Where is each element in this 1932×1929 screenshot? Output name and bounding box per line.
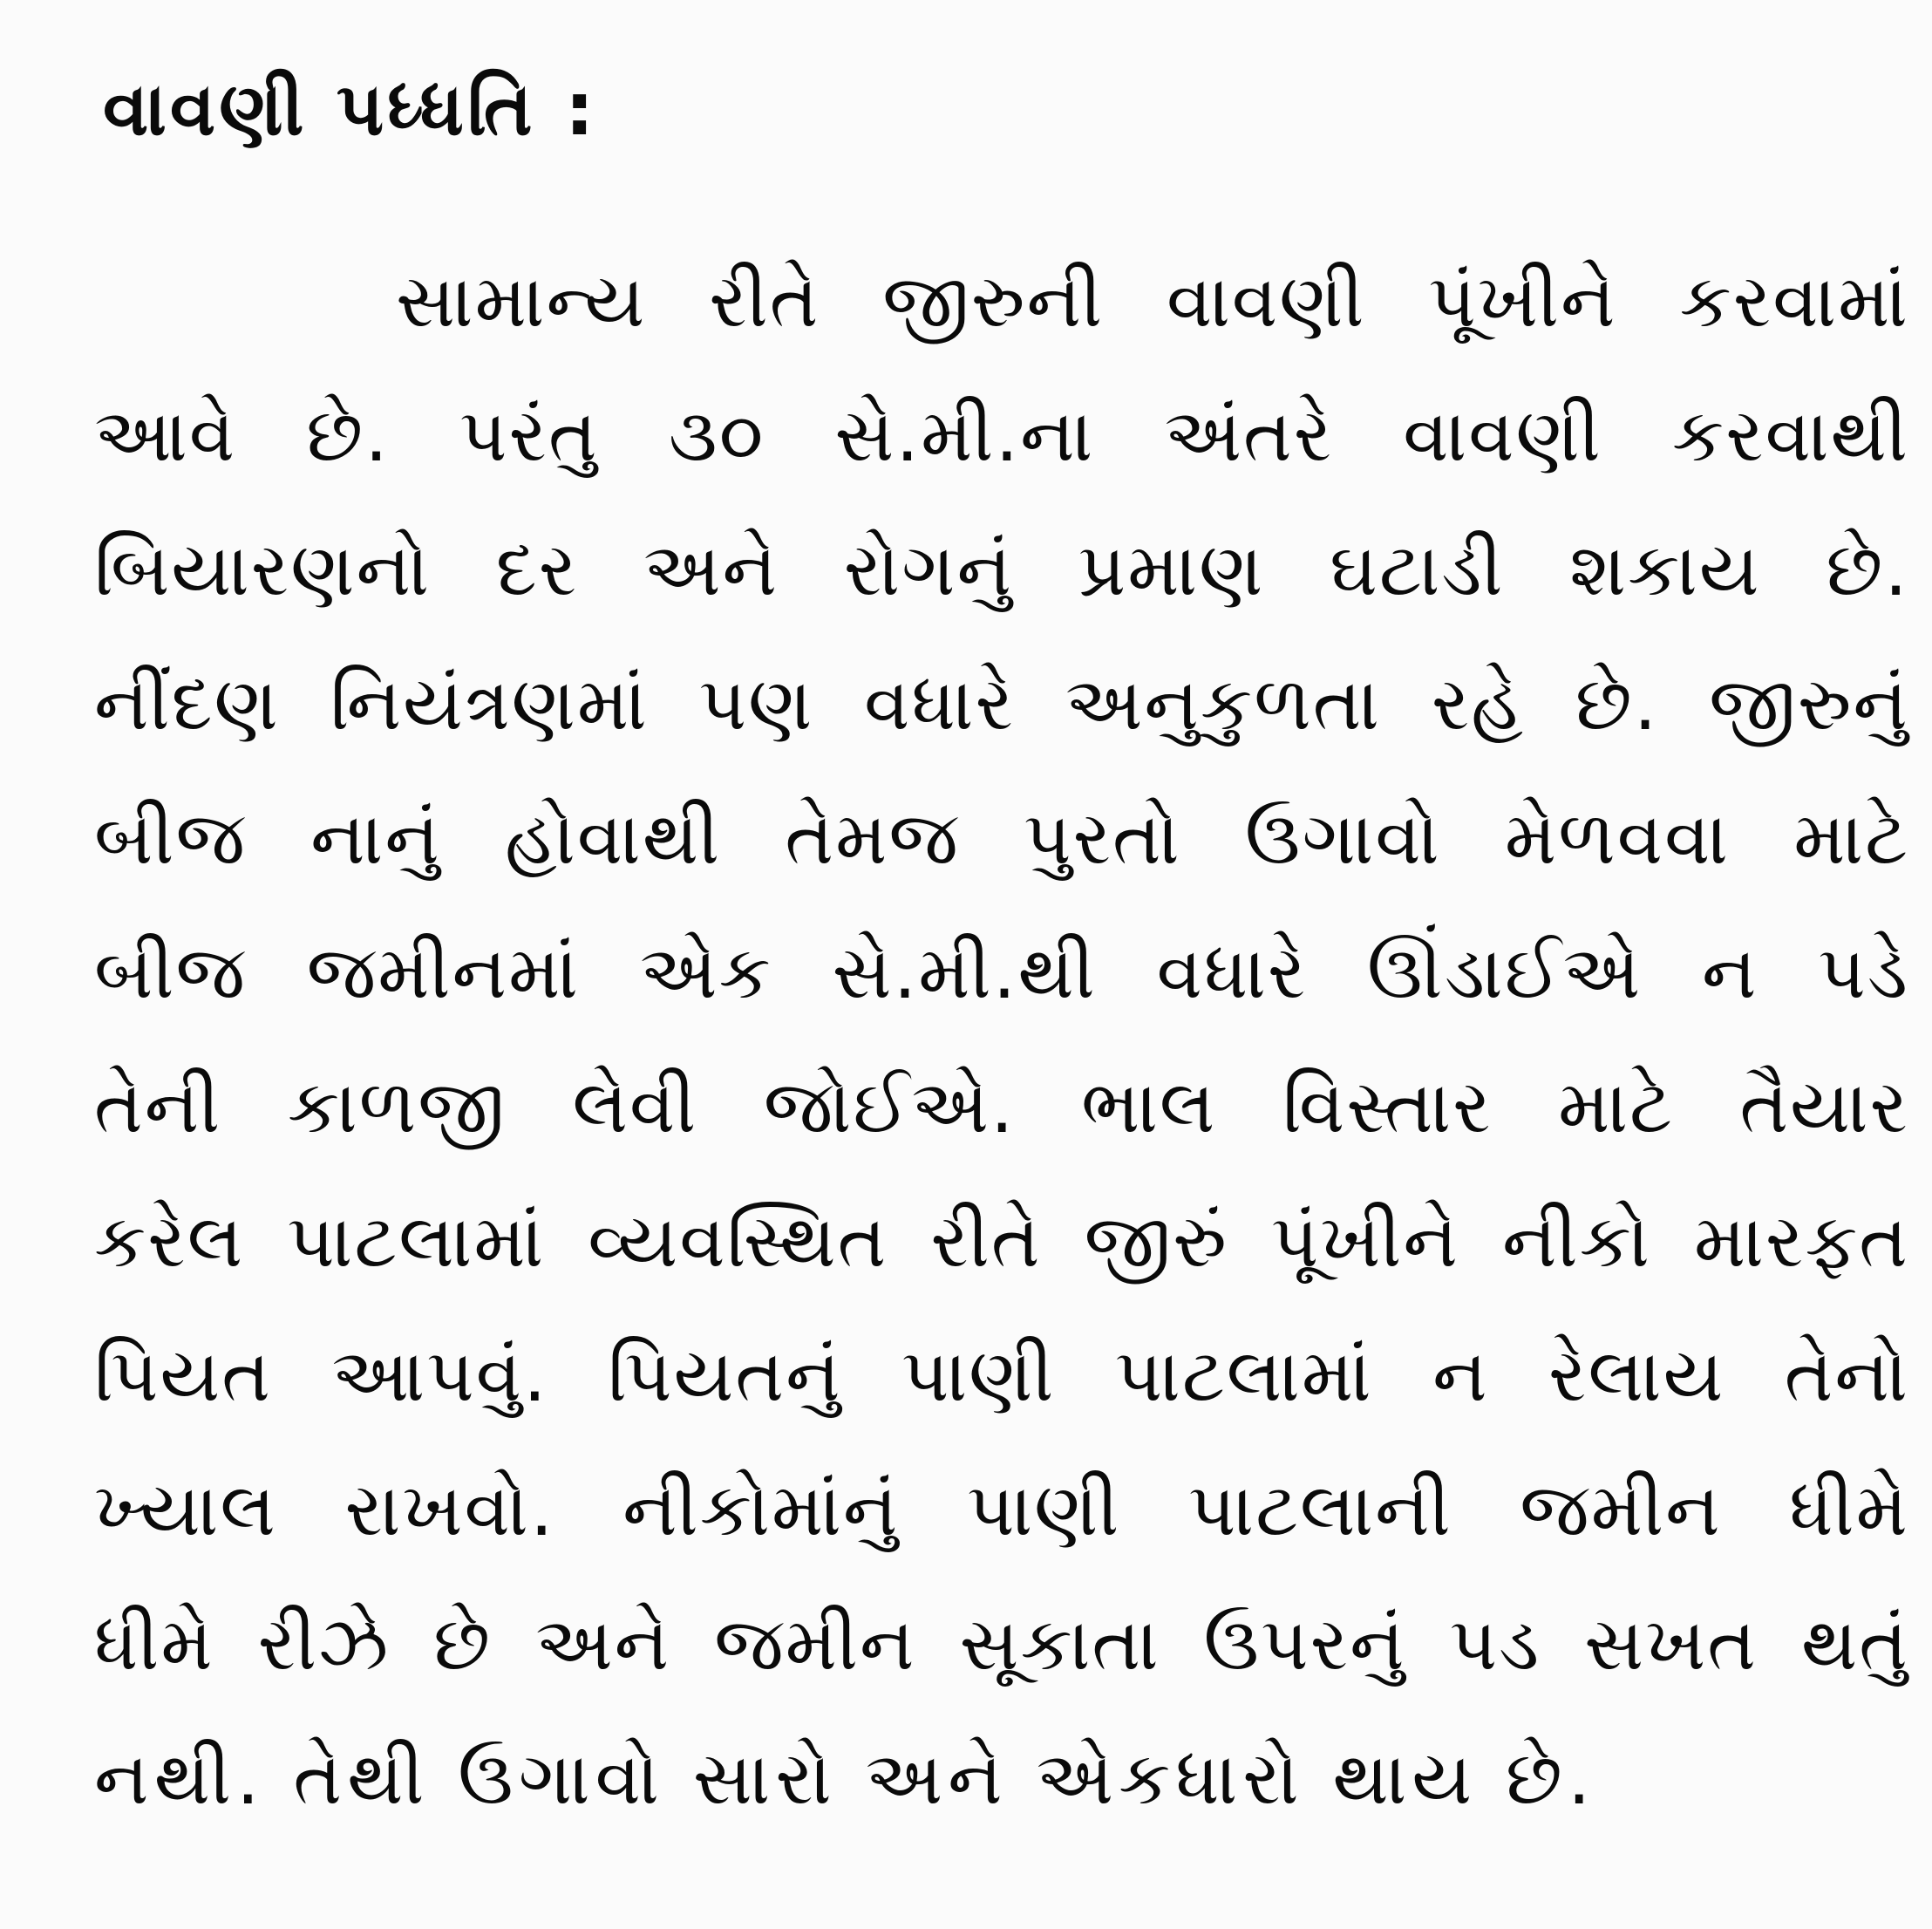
- section-heading: વાવણી પધ્ધતિ :: [103, 66, 598, 152]
- paragraph-line: બીજ જમીનમાં એક સે.મી.થી વધારે ઊંડાઈએ ન પડે: [94, 930, 1909, 1015]
- paragraph-line: પિયત આપવું. પિયતનું પાણી પાટલામાં ન રેલાય તેનો: [94, 1333, 1909, 1418]
- paragraph-line: કરેલ પાટલામાં વ્યવસ્થિત રીતે જીરું પૂંખીને નીકો મારફત: [94, 1198, 1909, 1284]
- paragraph-line: સામાન્ય રીતે જીરુની વાવણી પૂંખીને કરવામાં: [396, 258, 1909, 344]
- paragraph-line: આવે છે. પરંતુ ૩૦ સે.મી.ના અંતરે વાવણી કરવાથી: [94, 392, 1909, 478]
- paragraph-line: બીજ નાનું હોવાથી તેમજ પુરતો ઉગાવો મેળવવા માટે: [94, 795, 1909, 881]
- paragraph-line: નીંદણ નિયંત્રણમાં પણ વધારે અનુકુળતા રહે છે. જીરુનું: [94, 661, 1909, 746]
- paragraph-line: ખ્યાલ રાખવો. નીકોમાંનું પાણી પાટલાની જમીન ધીમે: [94, 1467, 1909, 1552]
- paragraph: [94, 234, 1909, 1845]
- paragraph-line: બિયારણનો દર અને રોગનું પ્રમાણ ઘટાડી શકાય છે.: [94, 527, 1909, 612]
- paragraph-line: નથી. તેથી ઉગાવો સારો અને એકધારો થાય છે.: [94, 1735, 1596, 1821]
- paragraph-line: તેની કાળજી લેવી જોઈએ. ભાલ વિસ્તાર માટે તૈયાર: [94, 1064, 1909, 1149]
- paragraph-line: ધીમે રીઝે છે અને જમીન સૂકાતા ઉપરનું પડ સખત થતું: [94, 1601, 1909, 1687]
